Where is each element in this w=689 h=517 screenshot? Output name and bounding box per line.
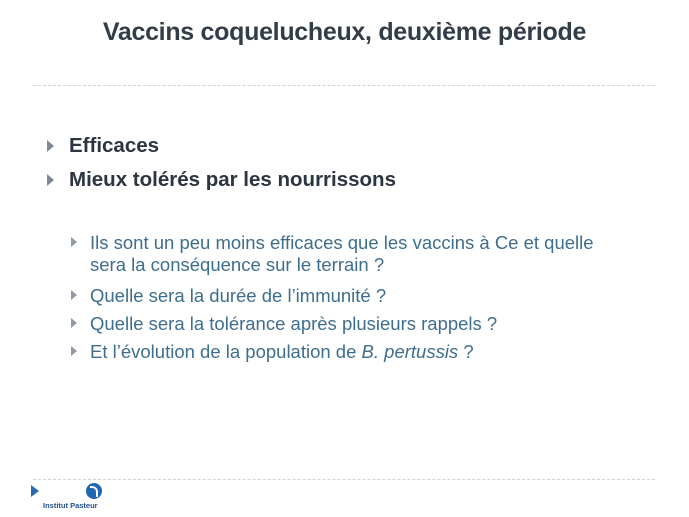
subbullet-item	[71, 341, 474, 363]
subbullet-text: Quelle sera la durée de l’immunité ?	[90, 285, 387, 306]
bullet-item	[47, 134, 159, 158]
subbullet-text	[90, 341, 474, 363]
subbullet-prefix: Et l’évolution de la population de	[90, 341, 362, 362]
subbullet-item	[71, 232, 594, 276]
bullet-arrow-icon	[47, 140, 54, 152]
subbullet-line: sera la conséquence sur le terrain ?	[90, 254, 385, 275]
species-name: B. pertussis	[361, 341, 459, 362]
subbullet-suffix: ?	[458, 341, 474, 362]
bullet-text: Mieux tolérés par les nourrissons	[69, 168, 396, 191]
subbullet-arrow-icon	[71, 346, 77, 356]
subbullet-text	[90, 232, 594, 276]
bottom-divider	[33, 479, 655, 480]
subbullet-arrow-icon	[71, 237, 77, 247]
subbullet-text: Quelle sera la tolérance après plusieurs rappels ?	[90, 313, 498, 334]
logo-arrow-icon	[31, 485, 39, 497]
top-divider	[33, 85, 655, 86]
subbullet-item	[71, 285, 386, 307]
logo-text: Institut Pasteur	[43, 501, 98, 510]
bullet-item	[47, 168, 396, 192]
subbullet-line: Ils sont un peu moins efficaces que les vaccins à Ce et quelle	[90, 232, 594, 253]
subbullet-item	[71, 313, 497, 335]
subbullet-arrow-icon	[71, 318, 77, 328]
logo-emblem-icon	[86, 483, 102, 499]
slide-title: Vaccins coquelucheux, deuxième période	[102, 18, 587, 46]
subbullet-arrow-icon	[71, 290, 77, 300]
bullet-arrow-icon	[47, 174, 54, 186]
bullet-text: Efficaces	[69, 134, 160, 157]
institut-pasteur-logo	[31, 483, 111, 513]
